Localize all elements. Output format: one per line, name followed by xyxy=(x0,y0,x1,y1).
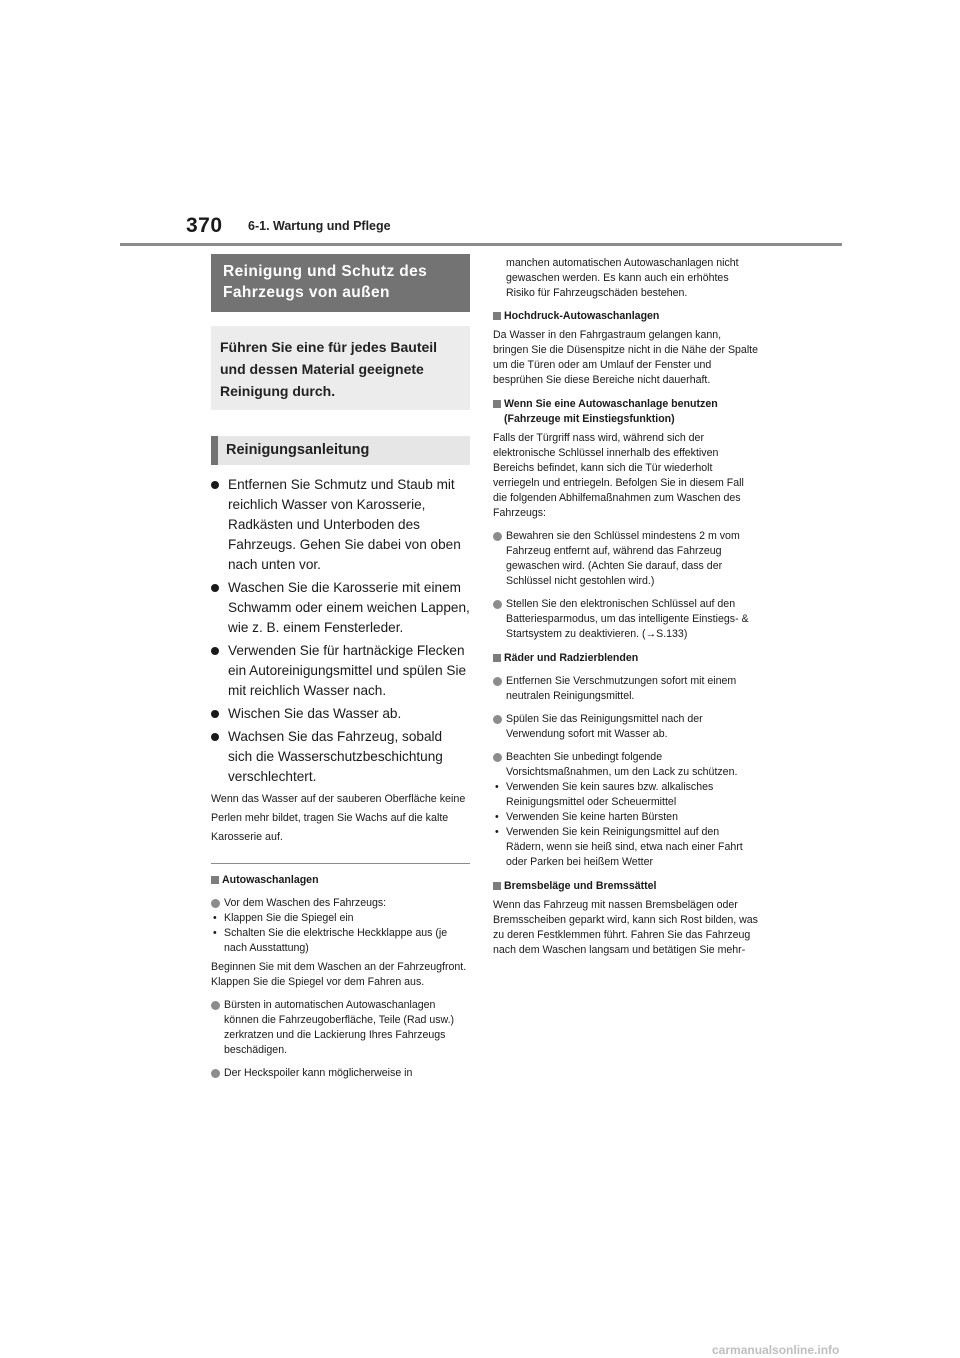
subheading-cleaning-instructions: Reinigungsanleitung xyxy=(211,436,470,465)
header-rule xyxy=(120,243,842,246)
bullet-icon xyxy=(211,584,219,592)
list-item: • Verwenden Sie keine harten Bürsten xyxy=(495,811,678,823)
square-bullet-icon xyxy=(493,654,501,662)
dot-bullet-icon: • xyxy=(495,811,499,823)
watermark: carmanualsonline.info xyxy=(712,1343,840,1357)
heading-brakes: Bremsbeläge und Bremssättel xyxy=(493,879,758,894)
list-item: Spülen Sie das Reinigungsmittel nach der Verwendung sofort mit Wasser ab. xyxy=(493,712,758,742)
heading-wheels: Räder und Radzierblenden xyxy=(493,651,758,666)
circle-bullet-icon xyxy=(493,532,502,541)
list-item: Stellen Sie den elektronischen Schlüssel auf den Batteriesparmodus, um das intelligente Einstiegs- & Startsystem zu deaktivieren. (→S.133) xyxy=(493,597,758,642)
list-item: • Verwenden Sie kein Reinigungsmittel auf den Rädern, wenn sie heiß sind, etwa nach einer Fahrt oder Parken bei heißem Wetter xyxy=(495,826,743,868)
circle-bullet-icon xyxy=(493,600,502,609)
heading-entry-function: Wenn Sie eine Autowaschanlage benutzen (Fahrzeuge mit Einstiegsfunktion) xyxy=(493,397,758,427)
list-item: Bürsten in automatischen Autowaschanlagen können die Fahrzeugoberfläche, Teile (Rad usw.) zerkratzen und die Lackierung Ihres Fahrzeugs beschädigen. xyxy=(211,998,470,1058)
dot-bullet-icon: • xyxy=(213,912,217,924)
square-bullet-icon xyxy=(211,876,219,884)
section-header: 6-1. Wartung und Pflege xyxy=(248,219,391,233)
page-number: 370 xyxy=(186,214,223,237)
circle-bullet-icon xyxy=(211,1069,220,1078)
dot-bullet-icon: • xyxy=(213,927,217,939)
list-item: Beachten Sie unbedingt folgende Vorsichtsmaßnahmen, um den Lack zu schützen. xyxy=(493,750,758,780)
entry-paragraph: Falls der Türgriff nass wird, während sich der elektronische Schlüssel innerhalb des effektiven Bereichs befindet, kann sich die Tür wiederholt verriegeln und entriegeln. Befolgen Sie in diesem Fall die folgenden Abhilfemaßnahmen zum Waschen des Fahrzeugs: xyxy=(493,432,744,519)
circle-bullet-icon xyxy=(493,677,502,686)
bullet-icon xyxy=(211,710,219,718)
square-bullet-icon xyxy=(493,882,501,890)
wheel-precautions xyxy=(493,780,758,870)
dot-bullet-icon: • xyxy=(495,781,499,793)
square-bullet-icon xyxy=(493,312,501,320)
circle-bullet-icon xyxy=(211,899,220,908)
high-pressure-paragraph: Da Wasser in den Fahrgastraum gelangen kann, bringen Sie die Düsenspitze nicht in die Nähe der Spalte um die Türen oder am Umlauf der Fenster und besprühen Sie diese Bereiche nicht dauerhaft. xyxy=(493,329,759,386)
heading-autowash: Autowaschanlagen xyxy=(211,873,470,888)
autowash-steps xyxy=(211,911,470,956)
list-item: Entfernen Sie Schmutz und Staub mit reichlich Wasser von Karosserie, Radkästen und Unterboden des Fahrzeugs. Gehen Sie dabei von oben nach unten vor. xyxy=(211,475,470,575)
list-item: • Verwenden Sie kein saures bzw. alkalisches Reinigungsmittel oder Scheuermittel xyxy=(495,781,714,808)
cleaning-steps-list xyxy=(211,475,470,787)
square-bullet-icon xyxy=(493,400,501,408)
list-item: Der Heckspoiler kann möglicherweise in xyxy=(211,1066,470,1081)
dot-bullet-icon: • xyxy=(495,826,499,838)
heading-high-pressure: Hochdruck-Autowaschanlagen xyxy=(493,309,758,324)
autowash-paragraph: Beginnen Sie mit dem Waschen an der Fahrzeugfront. Klappen Sie die Spiegel vor dem Fahren aus. xyxy=(211,961,467,988)
list-item: Entfernen Sie Verschmutzungen sofort mit einem neutralen Reinigungsmittel. xyxy=(493,674,758,704)
list-item: Vor dem Waschen des Fahrzeugs: xyxy=(211,896,470,911)
list-item: Waschen Sie die Karosserie mit einem Schwamm oder einem weichen Lappen, wie z. B. einem Fensterleder. xyxy=(211,578,470,638)
bullet-icon xyxy=(211,647,219,655)
list-item: Wachsen Sie das Fahrzeug, sobald sich die Wasserschutzbeschichtung verschlechtert. xyxy=(211,727,470,787)
list-item: Wischen Sie das Wasser ab. xyxy=(211,704,470,724)
list-item: • Klappen Sie die Spiegel ein xyxy=(213,912,354,924)
list-item: Verwenden Sie für hartnäckige Flecken ein Autoreinigungsmittel und spülen Sie mit reichlich Wasser nach. xyxy=(211,641,470,701)
right-column xyxy=(493,254,758,958)
intro-box: Führen Sie eine für jedes Bauteil und dessen Material geeignete Reinigung durch. xyxy=(211,326,470,410)
circle-bullet-icon xyxy=(493,715,502,724)
bullet-icon xyxy=(211,481,219,489)
wax-note: Wenn das Wasser auf der sauberen Oberfläche keine Perlen mehr bildet, tragen Sie Wachs auf die kalte Karosserie auf. xyxy=(211,793,466,843)
section-title: Reinigung und Schutz des Fahrzeugs von außen xyxy=(211,254,470,312)
list-item: Bewahren sie den Schlüssel mindestens 2 m vom Fahrzeug entfernt auf, während das Fahrzeug gewaschen wird. (Achten Sie darauf, dass der Schlüssel nicht gestohlen wird.) xyxy=(493,529,758,589)
list-item: • Schalten Sie die elektrische Heckklappe aus (je nach Ausstattung) xyxy=(213,927,448,954)
left-column xyxy=(211,254,470,1081)
continued-text: manchen automatischen Autowaschanlagen nicht gewaschen werden. Es kann auch ein erhöhtes Risiko für Fahrzeugschäden bestehen. xyxy=(506,257,739,299)
brakes-paragraph: Wenn das Fahrzeug mit nassen Bremsbelägen oder Bremsscheiben geparkt wird, kann sich Rost bilden, was zu deren Festklemmen führt. Fahren Sie das Fahrzeug nach dem Waschen langsam und betätigen Sie mehr- xyxy=(493,899,758,956)
circle-bullet-icon xyxy=(493,753,502,762)
bullet-icon xyxy=(211,733,219,741)
circle-bullet-icon xyxy=(211,1001,220,1010)
divider xyxy=(211,863,470,864)
